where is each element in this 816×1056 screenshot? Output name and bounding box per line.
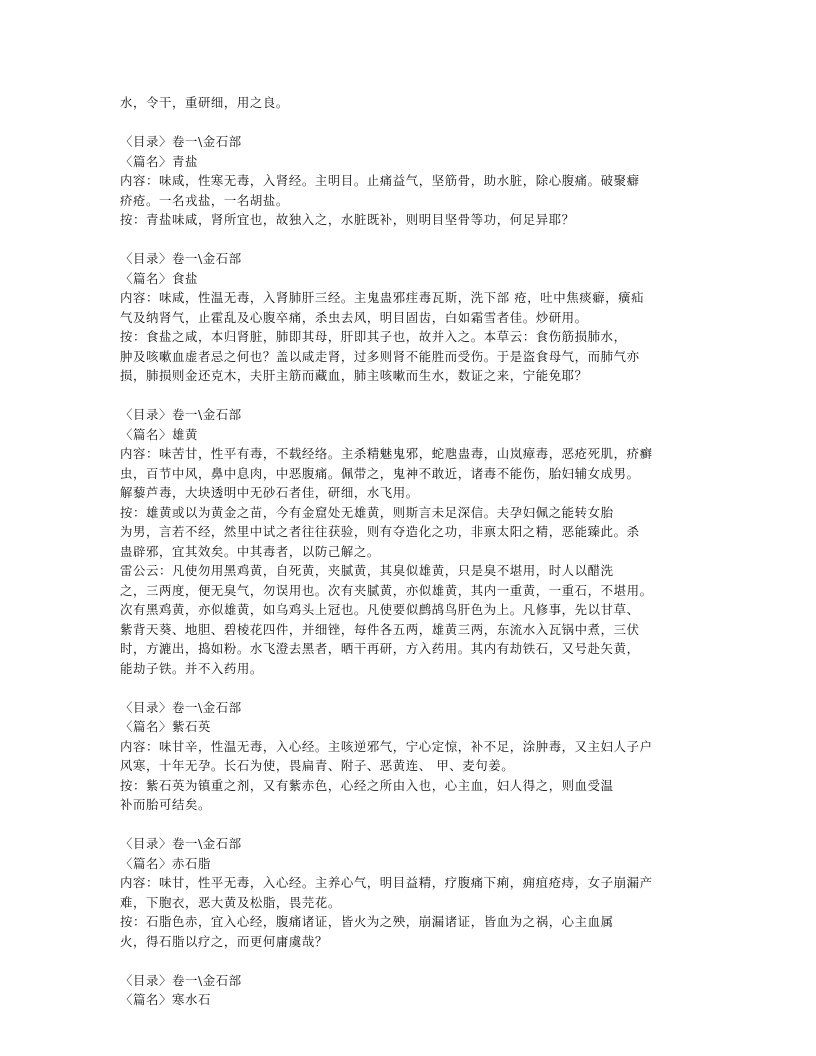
entry-text-line: 内容：味咸，性温无毒，入肾肺肝三经。主鬼蛊邪疰毒瓦斯，洗下部 疮，吐中焦痰癖，癀疝 xyxy=(120,290,645,305)
entry-text-line: 紫背天葵、地胆、碧棱花四件，并细锉，每件各五两，雄黄三两，东流水入瓦锅中煮，三伏 xyxy=(120,621,640,637)
entry-title: 〈篇名〉紫石英 xyxy=(120,719,211,734)
blank-line xyxy=(120,386,716,406)
entry-block xyxy=(120,971,716,1010)
entry-text-line: 雷公云：凡使勿用黑鸡黄，自死黄，夹腻黄，其臭似雄黄，只是臭不堪用，时人以醋洗 xyxy=(120,563,614,578)
entry-text-line: 之，三两度，便无臭气，勿误用也。次有夹腻黄，亦似雄黄，其内一重黄，一重石，不堪用。 xyxy=(120,582,653,598)
entry-text-line: 解藜芦毒，大块透明中无砂石者佳，研细，水飞用。 xyxy=(120,485,419,500)
intro-line: 水，令干，重研细，用之良。 xyxy=(120,95,289,110)
entry-text-line: 损，肺损则金还克木，夫肝主筋而藏血，肺主咳嗽而生水，数证之来，宁能免耶？ xyxy=(120,368,588,383)
entry-catalog: 〈目录〉卷一\金石部 xyxy=(120,134,242,149)
entry-text-line: 次有黑鸡黄，亦似雄黄，如乌鸡头上冠也。凡使要似鹧鸪鸟肝色为上。凡修事，先以甘草、 xyxy=(120,602,640,617)
entry-block xyxy=(120,698,716,815)
entry-catalog: 〈目录〉卷一\金石部 xyxy=(120,407,242,422)
entry-text-line: 疥疮。一名戎盐，一名胡盐。 xyxy=(120,192,289,208)
entry-title: 〈篇名〉雄黄 xyxy=(120,426,198,442)
entry-text-line: 风寒，十年无孕。长石为使，畏扁青、附子、恶黄连、 甲、麦句姜。 xyxy=(120,758,515,773)
entry-text-line: 按：紫石英为镇重之剂，又有紫赤色，心经之所由入也，心主血，妇人得之，则血受温 xyxy=(120,777,614,793)
entry-text-line: 按：石脂色赤，宜入心经，腹痛诸证，皆火为之殃，崩漏诸证，皆血为之祸，心主血属 xyxy=(120,914,614,929)
entry-catalog: 〈目录〉卷一\金石部 xyxy=(120,251,242,266)
blank-line xyxy=(120,815,716,835)
entry-text-line: 内容：味咸，性寒无毒，入肾经。主明目。止痛益气，坚筋骨，助水脏，除心腹痛。破聚癖 xyxy=(120,173,640,188)
entry-text-line: 火，得石脂以疗之，而更何庸虞哉？ xyxy=(120,933,328,949)
document-page xyxy=(120,93,716,1010)
entry-title: 〈篇名〉赤石脂 xyxy=(120,855,211,871)
entry-block xyxy=(120,249,716,386)
entry-catalog: 〈目录〉卷一\金石部 xyxy=(120,699,242,715)
entry-text-line: 补而胎可结矣。 xyxy=(120,797,211,812)
entry-text-line: 按：青盐味咸，肾所宜也，故独入之，水脏既补，则明目坚骨等功，何足异耶？ xyxy=(120,212,575,227)
entry-text-line: 气及纳肾气，止霍乱及心腹卒痛，杀虫去风，明目固齿，白如霜雪者佳。炒研用。 xyxy=(120,309,588,325)
entry-catalog: 〈目录〉卷一\金石部 xyxy=(120,972,242,988)
entry-text-line: 时，方漉出，捣如粉。水飞澄去黑者，晒干再研，方入药用。其内有劫铁石，又号赴矢黄， xyxy=(120,641,640,656)
entry-list xyxy=(120,113,716,1010)
entry-text-line: 蛊辟邪，宜其效矣。中其毒者，以防己解之。 xyxy=(120,543,380,559)
entry-text-line: 为男，言若不经，然里中试之者往往获验，则有夺造化之功，非禀太阳之精，恶能臻此。杀 xyxy=(120,524,640,539)
entry-text-line: 难，下胞衣，恶大黄及松脂，畏芫花。 xyxy=(120,894,341,910)
entry-text-line: 能劫子铁。并不入药用。 xyxy=(120,660,263,676)
entry-text-line: 按：雄黄或以为黄金之苗，今有金窟处无雄黄，则斯言未足深信。夫孕妇佩之能转女胎 xyxy=(120,504,614,520)
entry-block xyxy=(120,834,716,951)
entry-title: 〈篇名〉青盐 xyxy=(120,153,198,169)
entry-text-line: 肿及咳嗽血虚者忌之何也？盖以咸走肾，过多则肾不能胜而受伤。于是盗食母气，而肺气亦 xyxy=(120,348,640,364)
entry-catalog: 〈目录〉卷一\金石部 xyxy=(120,836,242,851)
entry-text-line: 虫，百节中风，鼻中息肉，中恶腹痛。佩带之，鬼神不敢近，诸毒不能伤，胎妇辅女成男。 xyxy=(120,465,640,481)
entry-title: 〈篇名〉寒水石 xyxy=(120,992,211,1007)
blank-line xyxy=(120,230,716,250)
entry-text-line: 内容：味甘，性平无毒，入心经。主养心气，明目益精，疗腹痛下痢，痈疽疮痔，女子崩漏产 xyxy=(120,875,653,890)
blank-line xyxy=(120,113,716,133)
entry-title: 〈篇名〉食盐 xyxy=(120,270,198,286)
entry-text-line: 内容：味苦甘，性平有毒，不载经络。主杀精魅鬼邪，蛇虺蛊毒，山岚瘴毒，恶疮死肌，疥癣 xyxy=(120,446,653,461)
blank-line xyxy=(120,678,716,698)
entry-text-line: 按：食盐之咸，本归肾脏，肺即其母，肝即其子也，故并入之。本草云：食伤筋损肺水， xyxy=(120,329,627,344)
entry-block xyxy=(120,405,716,678)
entry-text-line: 内容：味甘辛，性温无毒，入心经。主咳逆邪气，宁心定惊，补不足，涂肿毒，又主妇人子户 xyxy=(120,738,653,754)
blank-line xyxy=(120,951,716,971)
entry-block xyxy=(120,132,716,230)
